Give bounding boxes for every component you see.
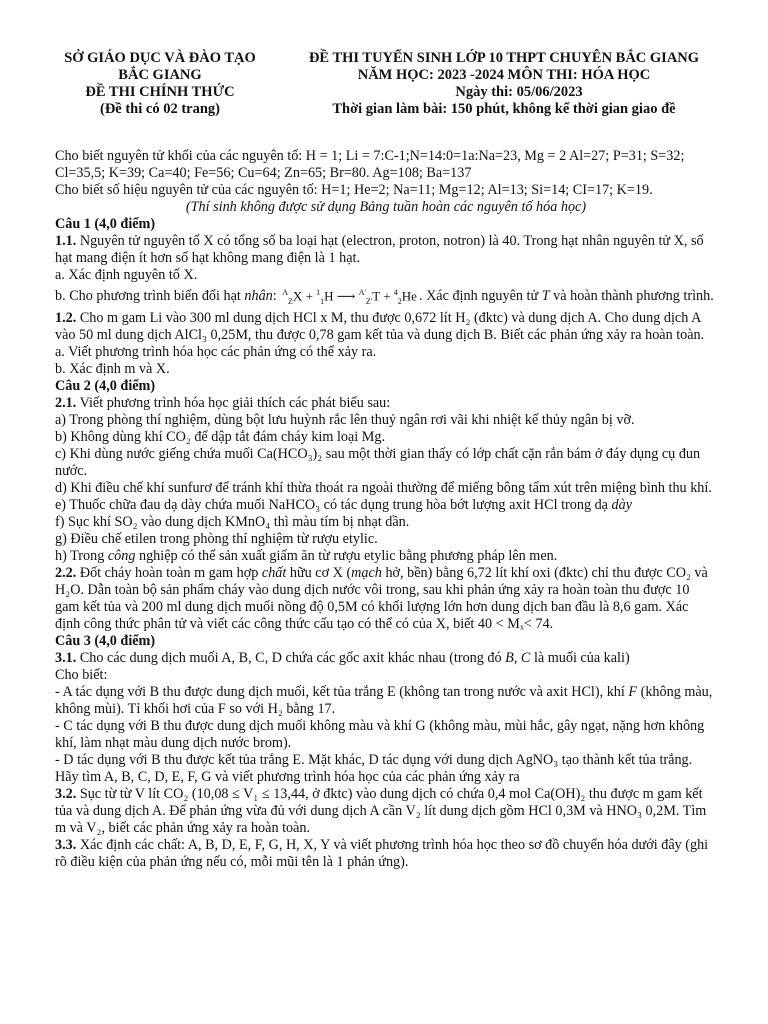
part-number: 1.2. bbox=[55, 309, 77, 326]
part-number: 2.1. bbox=[55, 394, 77, 411]
part-number: 3.1. bbox=[55, 649, 77, 666]
part-1-1 bbox=[55, 233, 717, 267]
task-statement: Hãy tìm A, B, C, D, E, F, G và viết phương trình hóa học của các phản ứng xảy ra bbox=[55, 768, 520, 785]
part-3-2 bbox=[55, 786, 717, 837]
question-3-title: Câu 3 (4,0 điểm) bbox=[55, 632, 156, 649]
part-text: Sục từ từ V lít CO₂ (10,08 ≤ V₁ ≤ 13,44, ở đktc) vào dung dịch có chứa 0,4 mol Ca(OH)₂ thu được m gam kết tủa và dung dịch A. Để phản ứng vừa đủ với dung dịch A cần V₂ lít dung dịch gồm HCl 0,3M và HNO₃ 0,2M. Tìm m và V₂, biết các phản ứng xảy ra hoàn toàn. bbox=[55, 785, 707, 836]
part-1-2-b: b. Xác định m và X. bbox=[55, 360, 170, 377]
given-label: Cho biết: bbox=[55, 666, 108, 683]
condition-1: - A tác dụng với B thu được dung dịch muối, kết tủa trắng E (không tan trong nước và axit HCl), khí F (không màu, không mùi). Tỉ khối hơi của F so với H₂ bằng 17. bbox=[55, 683, 713, 717]
statement-h: h) Trong công nghiệp có thể sản xuất giấm ăn từ rượu etylic bằng phương pháp lên men. bbox=[55, 547, 558, 564]
statement-a: a) Trong phòng thí nghiệm, dùng bột lưu huỳnh rắc lên thuỷ ngân rơi vãi khi nhiệt kế thủy ngân bị vỡ. bbox=[55, 411, 635, 428]
question-1-title: Câu 1 (4,0 điểm) bbox=[55, 216, 156, 232]
exam-title: ĐỀ THI TUYỂN SINH LỚP 10 THPT CHUYÊN BẮC GIANG bbox=[308, 50, 700, 66]
condition-3: - D tác dụng với B thu được kết tủa trắng E. Mặt khác, D tác dụng với dung dịch AgNO₃ tạo thành kết tủa trắng. bbox=[55, 751, 693, 768]
part-2-2: 2.2. Đốt cháy hoàn toàn m gam hợp chất hữu cơ X (mạch hở, bền) bằng 6,72 lít khí oxi (đktc) chỉ thu được CO₂ và H₂O. Dẫn toàn bộ sản phẩm cháy vào dung dịch nước vôi trong, sau khi phản ứng xảy ra hoàn toàn thu được 10 gam kết tủa và 200 ml dung dịch muối nồng độ 0,5M có khối lượng lớn hơn dung dịch ban đầu là 8,6 gam. Xác định công thức phân tử và viết các công thức cấu tạo có thể có của X, biết 40 < Mₓ< 74. bbox=[55, 564, 708, 632]
part-number: 1.1. bbox=[55, 233, 77, 249]
statement-d: d) Khi điều chế khí sunfurơ để tránh khí thừa thoát ra ngoài thường để miếng bông tẩm xút trên miệng bình thu khí. bbox=[55, 479, 712, 496]
statement-e: e) Thuốc chữa đau dạ dày chứa muối NaHCO₃ có tác dụng trung hòa bớt lượng axit HCl trong dạ dày bbox=[55, 496, 633, 513]
question-2-title: Câu 2 (4,0 điểm) bbox=[55, 377, 156, 394]
province-name: BẮC GIANG bbox=[118, 67, 202, 83]
part-1-2-a: a. Viết phương trình hóa học các phản ứng có thể xảy ra. bbox=[55, 343, 377, 360]
part-number: 3.2. bbox=[55, 785, 77, 802]
periodic-table-note: (Thí sinh không được sử dụng Bảng tuần hoàn các nguyên tố hóa học) bbox=[185, 199, 587, 215]
part-text: Cho m gam Li vào 300 ml dung dịch HCl x M, thu được 0,672 lít H₂ (đktc) và dung dịch A. Cho dung dịch A vào 50 ml dung dịch AlCl₃ 0,25M, thu được 0,78 gam kết tủa và dung dịch B. Biết các phản ứng xảy ra hoàn toàn. bbox=[55, 309, 705, 343]
header-right bbox=[284, 50, 724, 118]
part-text: Nguyên tử nguyên tố X có tổng số ba loại hạt (electron, proton, notron) là 40. Trong hạt nhân nguyên tử X, số hạt mang điện ít hơn số hạt không mang điện là 1 hạt. bbox=[55, 233, 704, 266]
atomic-mass-info: Cho biết nguyên tử khối của các nguyên tố: H = 1; Li = 7:C-1;N=14:0=1a:Na=23, Mg = 2 Al=27; P=31; S=32; Cl=35,5; K=39; Ca=40; Fe=56; Cu=64; Zn=65; Br=80. Ag=108; Ba=137 bbox=[55, 148, 685, 181]
nuclear-equation: $^A_Z$X + $^1_1$H ⟶ $^{A'}_{Z'}$T + $^4_2$He bbox=[282, 288, 417, 306]
statement-g: g) Điều chế etilen trong phòng thí nghiệm từ rượu etylic. bbox=[55, 530, 378, 547]
part-number: 2.2. bbox=[55, 564, 77, 581]
part-1-2 bbox=[55, 310, 717, 344]
atomic-number-info: Cho biết số hiệu nguyên tử của các nguyên tố: H=1; He=2; Na=11; Mg=12; Al=13; Si=14; CI=17; K=19. bbox=[55, 182, 653, 198]
part-text: Xác định các chất: A, B, D, E, F, G, H, X, Y và viết phương trình hóa học theo sơ đồ chuyển hóa dưới đây (ghi rõ điều kiện của phản ứng nếu có, mỗi mũi tên là 1 phản ứng). bbox=[55, 836, 709, 870]
part-number: 3.3. bbox=[55, 836, 77, 853]
part-1-1-b: b. Cho phương trình biến đổi hạt nhân: $^A_Z$X + $^1_1$H ⟶ $^{A'}_{Z'}$T + $^4_2$He . Xác định nguyên tử T và hoàn thành phương trình. bbox=[55, 284, 717, 310]
part-1-1-a: a. Xác định nguyên tố X. bbox=[55, 267, 198, 283]
part-text: Viết phương trình hóa học giải thích các phát biểu sau: bbox=[79, 394, 391, 411]
page-count-note: (Đề thi có 02 trang) bbox=[99, 101, 220, 117]
exam-duration: Thời gian làm bài: 150 phút, không kể thời gian giao đề bbox=[332, 101, 676, 117]
header-left bbox=[40, 50, 280, 118]
part-3-1: 3.1. Cho các dung dịch muối A, B, C, D chứa các gốc axit khác nhau (trong đó B, C là muối của kali) bbox=[55, 649, 630, 666]
official-exam-label: ĐỀ THI CHÍNH THỨC bbox=[85, 84, 235, 100]
statement-c: c) Khi dùng nước giếng chứa muối Ca(HCO₃)₂ sau một thời gian thấy có lớp chất cặn rắn bám ở đáy dụng cụ đun nước. bbox=[55, 445, 701, 479]
exam-date: Ngày thi: 05/06/2023 bbox=[455, 84, 583, 100]
department-name: SỞ GIÁO DỤC VÀ ĐÀO TẠO bbox=[64, 50, 256, 66]
school-year: NĂM HỌC: 2023 -2024 MÔN THI: HÓA HỌC bbox=[357, 67, 651, 83]
condition-2: - C tác dụng với B thu được dung dịch muối không màu và khí G (không màu, mùi hắc, gây ngạt, nặng hơn không khí, làm nhạt màu dung dịch nước brom). bbox=[55, 717, 705, 751]
exam-body bbox=[55, 148, 717, 871]
statement-b: b) Không dùng khí CO₂ để dập tắt đám cháy kim loại Mg. bbox=[55, 428, 386, 445]
part-2-1 bbox=[55, 395, 717, 412]
part-3-3 bbox=[55, 837, 717, 871]
statement-f: f) Sục khí SO₂ vào dung dịch KMnO₄ thì màu tím bị nhạt dần. bbox=[55, 513, 410, 530]
